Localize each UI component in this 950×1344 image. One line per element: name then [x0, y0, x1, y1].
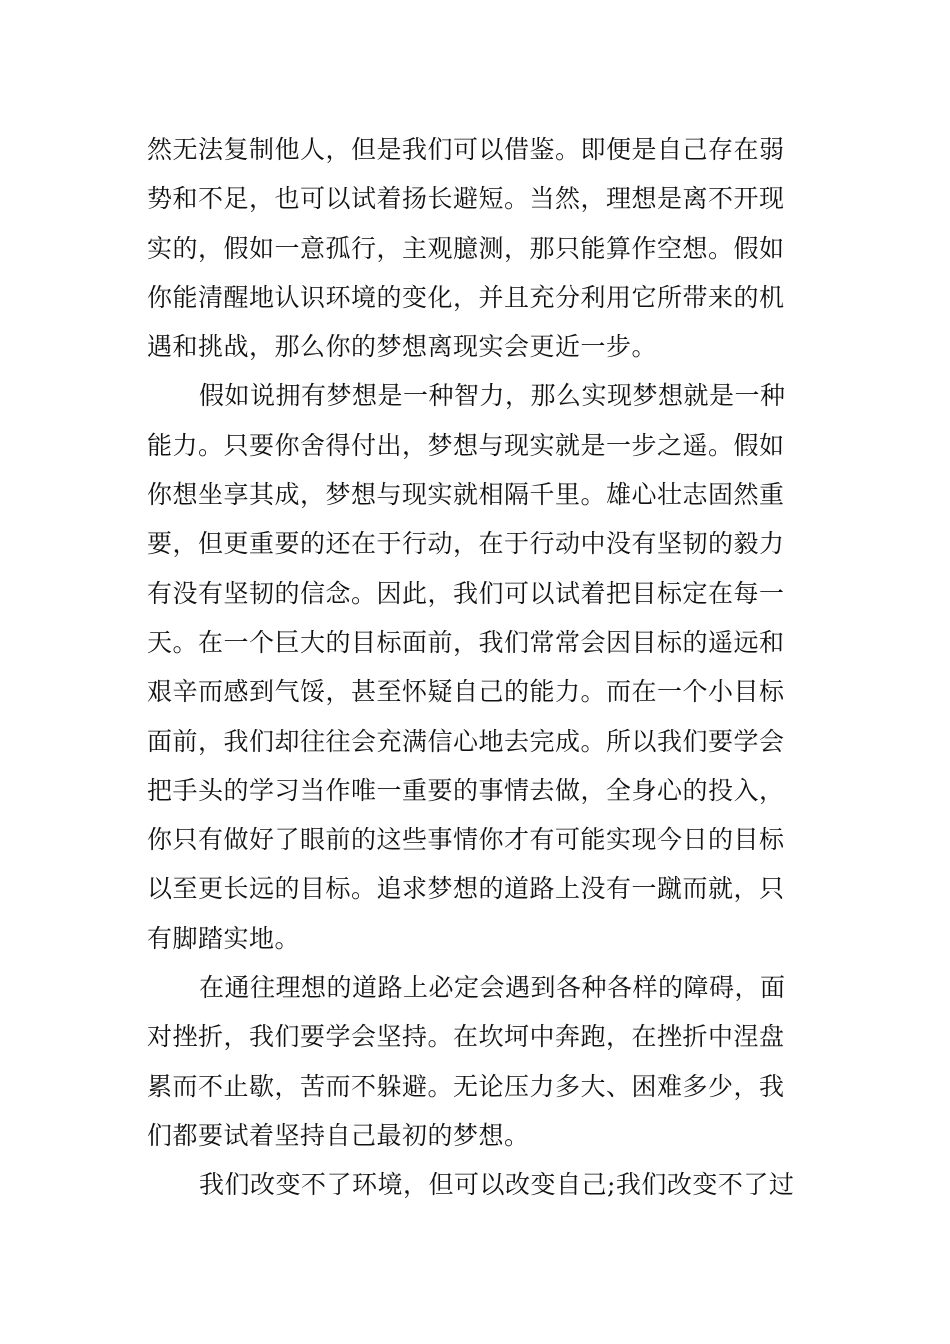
text-line: 你能清醒地认识环境的变化，并且充分利用它所带来的机 — [147, 282, 785, 312]
text-line: 然无法复制他人，但是我们可以借鉴。即便是自己存在弱 — [147, 135, 785, 164]
text-line: 以至更长远的目标。追求梦想的道路上没有一蹴而就，只 — [147, 874, 785, 904]
text-line: 天。在一个巨大的目标面前，我们常常会因目标的遥远和 — [147, 627, 785, 657]
text-line: 对挫折，我们要学会坚持。在坎坷中奔跑，在挫折中涅盘 — [147, 1022, 785, 1052]
text-line: 们都要试着坚持自己最初的梦想。 — [147, 1120, 530, 1150]
text-line: 面前，我们却往往会充满信心地去完成。所以我们要学会 — [147, 726, 785, 756]
text-line: 你想坐享其成，梦想与现实就相隔千里。雄心壮志固然重 — [147, 480, 785, 510]
text-line: 累而不止歇，苦而不躲避。无论压力多大、困难多少，我 — [147, 1071, 785, 1101]
text-line: 能力。只要你舍得付出，梦想与现实就是一步之遥。假如 — [147, 430, 785, 460]
text-line: 实的，假如一意孤行，主观臆测，那只能算作空想。假如 — [147, 233, 785, 263]
text-line: 你只有做好了眼前的这些事情你才有可能实现今日的目标 — [147, 825, 785, 855]
text-line: 有脚踏实地。 — [147, 923, 301, 953]
text-line: 遇和挑战，那么你的梦想离现实会更近一步。 — [147, 332, 658, 362]
paragraph-start-line: 假如说拥有梦想是一种智力，那么实现梦想就是一种 — [199, 381, 786, 411]
paragraph-start-line: 我们改变不了环境，但可以改变自己;我们改变不了过 — [199, 1170, 795, 1200]
text-line: 艰辛而感到气馁，甚至怀疑自己的能力。而在一个小目标 — [147, 677, 785, 707]
body-text — [147, 125, 812, 1210]
text-line: 有没有坚韧的信念。因此，我们可以试着把目标定在每一 — [147, 578, 785, 608]
text-line: 势和不足，也可以试着扬长避短。当然，理想是离不开现 — [147, 184, 785, 214]
text-line: 要，但更重要的还在于行动，在于行动中没有坚韧的毅力 — [147, 529, 785, 559]
text-line: 把手头的学习当作唯一重要的事情去做，全身心的投入， — [147, 775, 785, 805]
paragraph-start-line: 在通往理想的道路上必定会遇到各种各样的障碍，面 — [199, 973, 786, 1003]
